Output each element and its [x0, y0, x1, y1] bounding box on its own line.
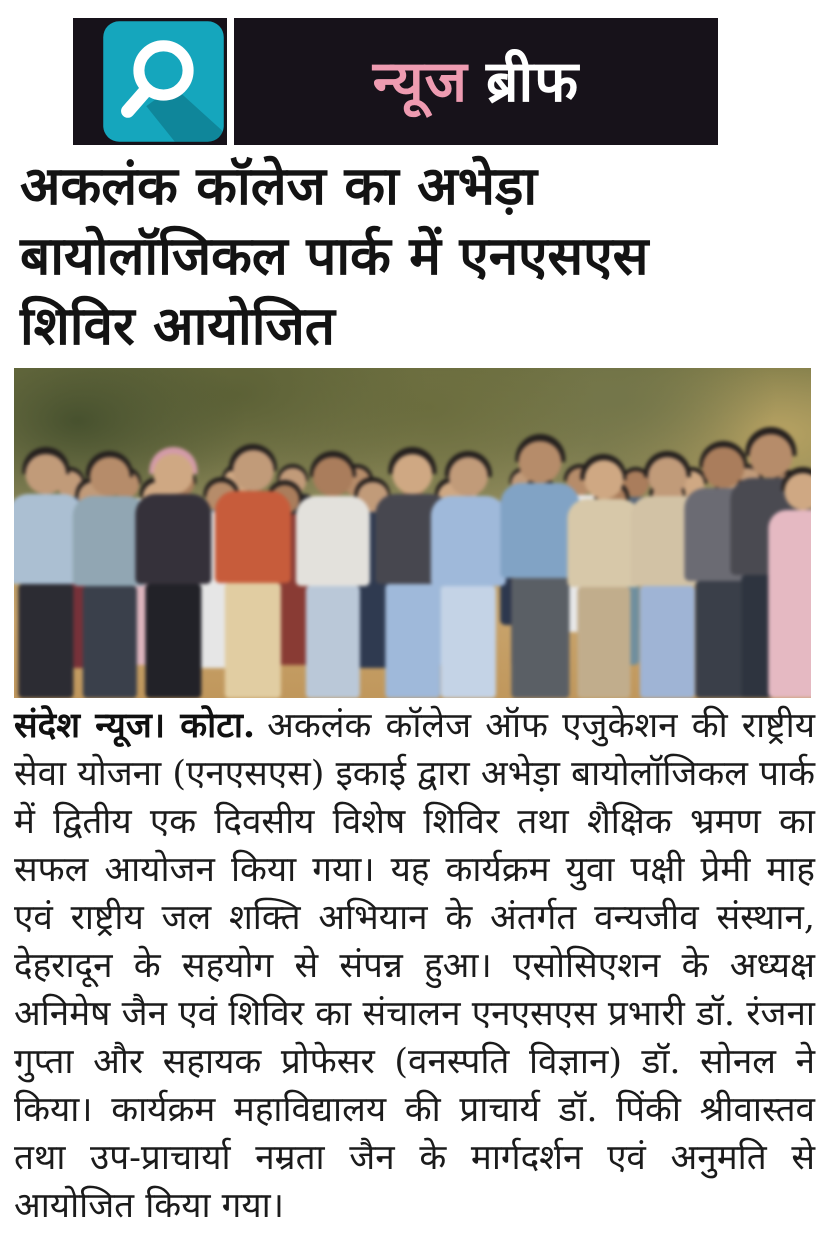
masthead-title [234, 18, 718, 145]
headline [20, 152, 812, 362]
dateline: संदेश न्यूज। कोटा. [14, 705, 256, 746]
headline-line-3: शिविर आयोजित [20, 296, 335, 357]
masthead-divider [227, 18, 234, 145]
person-figure [215, 444, 291, 698]
masthead-left-bar [73, 18, 100, 145]
article-text: अकलंक कॉलेज ऑफ एजुकेशन की राष्ट्रीय सेवा योजना (एनएसएस) इकाई द्वारा अभेड़ा बायोलॉजिकल पार्क में द्वितीय एक दिवसीय विशेष शिविर तथा शैक्षिक भ्रमण का सफल आयोजन किया गया। यह कार्यक्रम युवा पक्षी प्रेमी माह एवं राष्ट्रीय जल शक्ति अभियान के अंतर्गत वन्यजीव संस्थान, देहरादून के सहयोग से संपन्न हुआ। एसोसिएशन के अध्यक्ष अनिमेष जैन एवं शिविर का संचालन एनएसएस प्रभारी डॉ. रंजना गुप्ता और सहायक प्रोफेसर (वनस्पति विज्ञान) डॉ. सोनल ने किया। कार्यक्रम महाविद्यालय की प्राचार्य डॉ. पिंकी श्रीवास्तव तथा उप-प्राचार्या नम्रता जैन के मार्गदर्शन एवं अनुमति से आयोजित किया गया। [14, 706, 815, 1226]
search-icon [100, 20, 227, 143]
masthead-title-primary: न्यूज [372, 48, 468, 115]
person-figure [296, 451, 370, 699]
article-body [14, 702, 815, 1230]
headline-line-1: अकलंक कॉलेज का अभेड़ा [20, 156, 538, 217]
masthead [73, 18, 718, 145]
news-photo [14, 368, 811, 698]
headline-line-2: बायोलॉजिकल पार्क में एनएसएस [20, 226, 649, 287]
person-figure [567, 454, 640, 698]
person-figure [431, 451, 505, 699]
masthead-title-secondary: ब्रीफ [485, 48, 580, 115]
photo-crowd [14, 368, 811, 698]
person-figure [768, 467, 811, 698]
person-figure [136, 447, 211, 698]
